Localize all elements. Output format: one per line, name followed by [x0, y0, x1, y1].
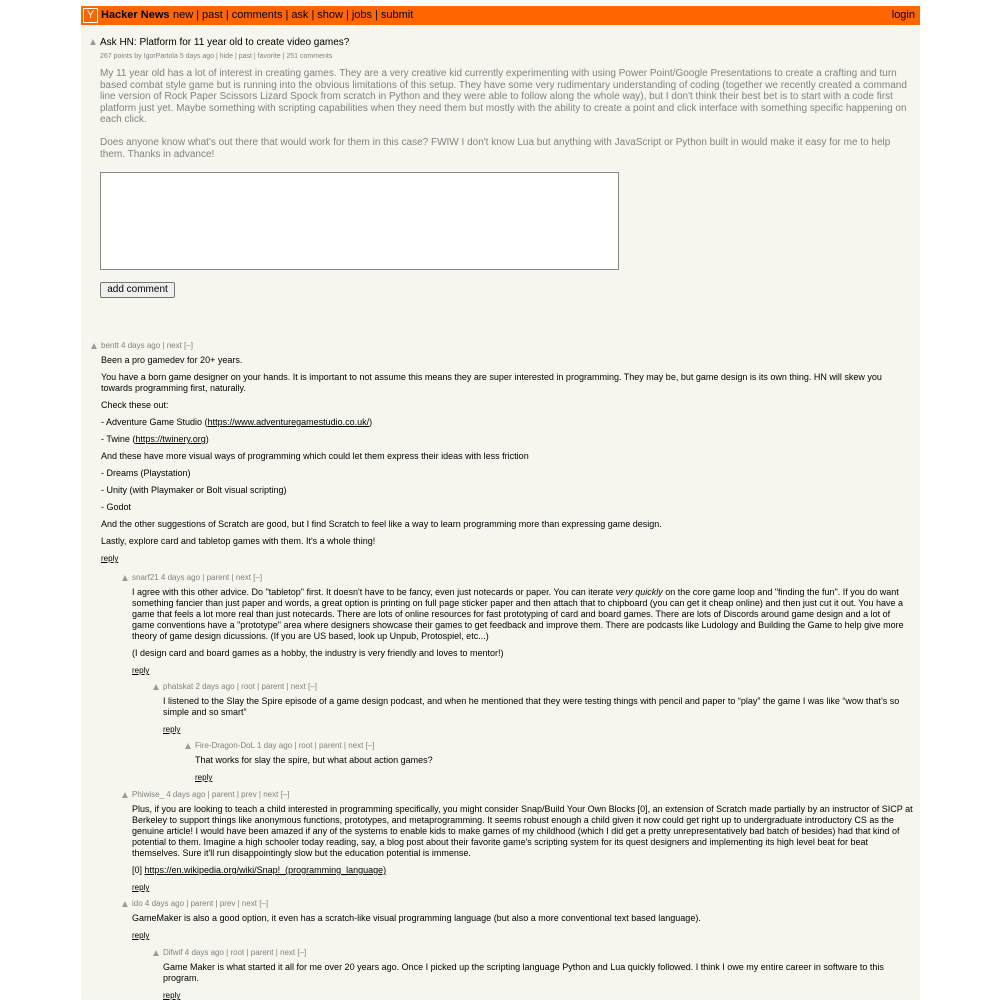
- add-comment-button[interactable]: add comment: [100, 282, 175, 298]
- reply-link[interactable]: reply: [195, 773, 213, 782]
- root-link[interactable]: root: [241, 682, 255, 691]
- top-nav: new | past | comments | ask | show | jobs | submit: [173, 9, 414, 21]
- next-link[interactable]: next [–]: [166, 341, 193, 350]
- reply-link[interactable]: reply: [132, 931, 150, 940]
- adventure-game-studio-link[interactable]: https://www.adventuregamestudio.co.uk/: [207, 417, 370, 427]
- hide-link[interactable]: hide: [219, 53, 234, 60]
- nav-jobs[interactable]: jobs: [351, 9, 373, 21]
- comment-meta: snarf21 4 days ago | parent | next [–]: [132, 573, 263, 582]
- link-prefix: - Twine (: [101, 434, 136, 444]
- favorite-link[interactable]: favorite: [257, 53, 281, 60]
- upvote-icon[interactable]: ▲: [89, 341, 99, 352]
- nav-comments[interactable]: comments: [231, 9, 283, 21]
- comment-textarea[interactable]: [100, 172, 619, 270]
- reply-link[interactable]: reply: [101, 554, 119, 563]
- reply-link[interactable]: reply: [163, 725, 181, 734]
- comment-body: [195, 755, 910, 783]
- text-run: I agree with this other advice. Do "tabletop" first. It doesn't have to be fancy, even just notecards or paper. You can iterate: [132, 587, 616, 597]
- site-name[interactable]: Hacker News: [101, 9, 170, 21]
- comment-paragraph: You have a born game designer on your hands. It is important to not assume this means they are super interested in programming. They may be, but game design is its own thing. HN will skew you towards programming first, naturally.: [101, 372, 882, 393]
- parent-link[interactable]: parent: [206, 573, 230, 582]
- comment-paragraph: [132, 587, 914, 642]
- comment-user[interactable]: bentt: [101, 341, 119, 350]
- comment-user[interactable]: phatskat: [163, 682, 194, 691]
- page: [81, 6, 920, 1000]
- ref-prefix: [0]: [132, 865, 145, 875]
- link-suffix: ): [369, 417, 373, 427]
- comment-paragraph: I listened to the Slay the Spire episode of a game design podcast, and when he mentioned that they were testing things with pencil and paper to “play” the game I was like “wow that’s so simple and so smart”: [163, 696, 900, 717]
- parent-link[interactable]: parent: [261, 682, 285, 691]
- upvote-icon[interactable]: ▲: [120, 573, 130, 584]
- comment-paragraph: Lastly, explore card and tabletop games with them. It's a whole thing!: [101, 536, 376, 546]
- nav-new[interactable]: new: [173, 9, 194, 21]
- comment-body: [132, 913, 914, 941]
- reply-link[interactable]: reply: [132, 666, 150, 675]
- next-link[interactable]: next [–]: [235, 573, 263, 582]
- comment-meta: ido 4 days ago | parent | prev | next [–]: [132, 899, 269, 908]
- comments-count-link[interactable]: 251 comments: [286, 53, 333, 60]
- next-link[interactable]: next [–]: [290, 682, 317, 691]
- story-subtext: 267 points by IgorPartola 5 days ago | hide | past | favorite | 251 comments: [100, 53, 333, 60]
- link-prefix: - Adventure Game Studio (: [101, 417, 208, 427]
- reply-link[interactable]: reply: [132, 883, 150, 892]
- upvote-icon[interactable]: ▲: [183, 741, 193, 752]
- prev-link[interactable]: prev: [241, 790, 257, 799]
- header-bar: [81, 6, 920, 25]
- comment-meta: Fire-Dragon-DoL 1 day ago | root | parent | next [–]: [195, 741, 375, 750]
- nav-past[interactable]: past: [202, 9, 223, 21]
- comment-paragraph: - Godot: [101, 502, 132, 512]
- comment-body: [163, 696, 908, 735]
- comment-age[interactable]: 1 day ago: [256, 741, 293, 750]
- parent-link[interactable]: parent: [250, 948, 274, 957]
- by-label: by: [134, 53, 142, 60]
- story-user[interactable]: IgorPartola: [143, 53, 178, 60]
- story-text-paragraph: My 11 year old has a lot of interest in creating games. They are a very creative kid currently experimenting with using Power Point/Google Presentations to create a crafting and turn based combat style game but is running into the obvious limitations of this setup. They have some very rudimentary understanding of coding (together we recently created a command line version of Rock Paper Scissors Lizard Spock from scratch in Python and they were able to follow along the whole way), but I don't think their best bet is to start with a code first platform just yet. Maybe something with scripting capabilities when they need them but mostly with the ability to create a point and click interface with something specific happening on each click.: [100, 68, 907, 125]
- comment-meta: Phiwise_ 4 days ago | parent | prev | next [–]: [132, 790, 290, 799]
- y-logo-icon[interactable]: Y: [83, 8, 98, 23]
- story-points: 267 points: [100, 53, 133, 60]
- comment-paragraph: Check these out:: [101, 400, 169, 410]
- comment-body: [163, 962, 908, 1001]
- upvote-icon[interactable]: ▲: [120, 790, 130, 801]
- nav-show[interactable]: show: [317, 9, 343, 21]
- comment-paragraph: That works for slay the spire, but what about action games?: [195, 755, 433, 765]
- comment-meta: phatskat 2 days ago | root | parent | next [–]: [163, 682, 317, 691]
- upvote-icon[interactable]: ▲: [151, 682, 161, 693]
- next-link[interactable]: next [–]: [280, 948, 307, 957]
- comment-paragraph: [101, 417, 913, 428]
- upvote-icon[interactable]: ▲: [88, 37, 98, 48]
- comment-paragraph: [101, 434, 913, 445]
- story-title[interactable]: Ask HN: Platform for 11 year old to create video games?: [100, 37, 350, 48]
- prev-link[interactable]: prev: [219, 899, 236, 908]
- comment-age[interactable]: 4 days ago: [121, 341, 161, 350]
- comment-user[interactable]: Difwif: [163, 948, 183, 957]
- link-suffix: ): [205, 434, 209, 444]
- text-run: on the core game loop and "finding the fun". If you do want something fancier than just paper and words, a great option is printing on full page sticker paper and then attach that to chipboard (you can get it cheap online) and then just cut it out. You have a game that feels a lot more real than just notecards. There are lots of online resources for fast prototyping of card and board games. There are lots of Discords around game design and a lot of game conventions have a "prototype" area where designers showcase their games to get feedback and improve them. There are podcasts like Ludology and Building the Game to help give more theory of game design dicussions. (If you are US based, look up Unpub, Protospiel, etc...): [132, 587, 904, 641]
- comment-meta: Difwif 4 days ago | root | parent | next [–]: [163, 948, 307, 957]
- upvote-icon[interactable]: ▲: [120, 899, 130, 910]
- comment-paragraph: [132, 865, 914, 876]
- comment-body: [101, 355, 913, 564]
- snap-wikipedia-link[interactable]: https://en.wikipedia.org/wiki/Snap!_(programming_language): [144, 865, 387, 875]
- comment-age[interactable]: 4 days ago: [166, 790, 206, 799]
- comment-age[interactable]: 2 days ago: [195, 682, 235, 691]
- comment-user[interactable]: ido: [132, 899, 143, 908]
- next-link[interactable]: next [–]: [348, 741, 375, 750]
- nav-submit[interactable]: submit: [380, 9, 414, 21]
- nav-ask[interactable]: ask: [291, 9, 309, 21]
- comment-age[interactable]: 4 days ago: [144, 899, 185, 908]
- upvote-icon[interactable]: ▲: [151, 948, 161, 959]
- comment-paragraph: GameMaker is also a good option, it even has a scratch-like visual programming language (but also a more conventional text based language).: [132, 913, 701, 923]
- login-link[interactable]: login: [891, 9, 915, 21]
- comment-paragraph: - Dreams (Playstation): [101, 468, 191, 478]
- parent-link[interactable]: parent: [190, 899, 214, 908]
- story-age[interactable]: 5 days ago: [179, 53, 215, 60]
- story-text-paragraph: Does anyone know what's out there that would work for them in this case? FWIW I don't know Lua but anything with JavaScript or Python built in would make it easy for me to help them. Thanks in advance!: [100, 137, 891, 160]
- comment-user[interactable]: snarf21: [132, 573, 159, 582]
- comment-paragraph: - Unity (with Playmaker or Bolt visual scripting): [101, 485, 287, 495]
- comment-paragraph: (I design card and board games as a hobby, the industry is very friendly and loves to mentor!): [132, 648, 504, 658]
- comment-paragraph: Game Maker is what started it all for me over 20 years ago. Once I picked up the scripting language Python and Lua quickly followed. I think I owe my entire career in software to this program.: [163, 962, 884, 983]
- comment-body: [132, 804, 914, 893]
- comment-paragraph: Plus, if you are looking to teach a child interested in programming specifically, you might consider Snap/Build Your Own Blocks [0], an extension of Scratch made partially by an instructor of SICP at Berkeley to support things like anonymous functions, prototypes, and metaprogramming. It seems robust enough a child given it now could get right up to undergraduate introductory CS as the genuine article! I would have been amazed if any of the systems to enable kids to make games of my childhood (which I did get a pretty unrepresentatively bad batch of besides) had that kind of potential to them. Imagine a high schooler today reading, say, a blog post about their favorite game's scripting system for its quest designers and implementing its high level beat for beat themselves. Sure it'll run disappointingly slow but the education potential is immense.: [132, 804, 913, 858]
- comment-body: [132, 587, 914, 676]
- comment-paragraph: And these have more visual ways of programming which could let them express their ideas with less friction: [101, 451, 529, 461]
- next-link[interactable]: next [–]: [241, 899, 269, 908]
- root-link[interactable]: root: [230, 948, 245, 957]
- twine-link[interactable]: https://twinery.org: [135, 434, 206, 444]
- past-link[interactable]: past: [238, 53, 252, 60]
- comment-age[interactable]: 4 days ago: [184, 948, 224, 957]
- comment-age[interactable]: 4 days ago: [160, 573, 201, 582]
- comment-paragraph: Been a pro gamedev for 20+ years.: [101, 355, 243, 365]
- emphasis: very quickly: [615, 587, 663, 597]
- parent-link[interactable]: parent: [318, 741, 342, 750]
- root-link[interactable]: root: [298, 741, 313, 750]
- reply-link[interactable]: reply: [163, 991, 181, 1000]
- parent-link[interactable]: parent: [211, 790, 235, 799]
- comment-user[interactable]: Phiwise_: [132, 790, 165, 799]
- comment-meta: bentt 4 days ago | next [–]: [101, 341, 193, 350]
- comment-user[interactable]: Fire-Dragon-DoL: [195, 741, 255, 750]
- next-link[interactable]: next [–]: [263, 790, 290, 799]
- comment-paragraph: And the other suggestions of Scratch are good, but I find Scratch to feel like a way to learn programming more than expressing game design.: [101, 519, 662, 529]
